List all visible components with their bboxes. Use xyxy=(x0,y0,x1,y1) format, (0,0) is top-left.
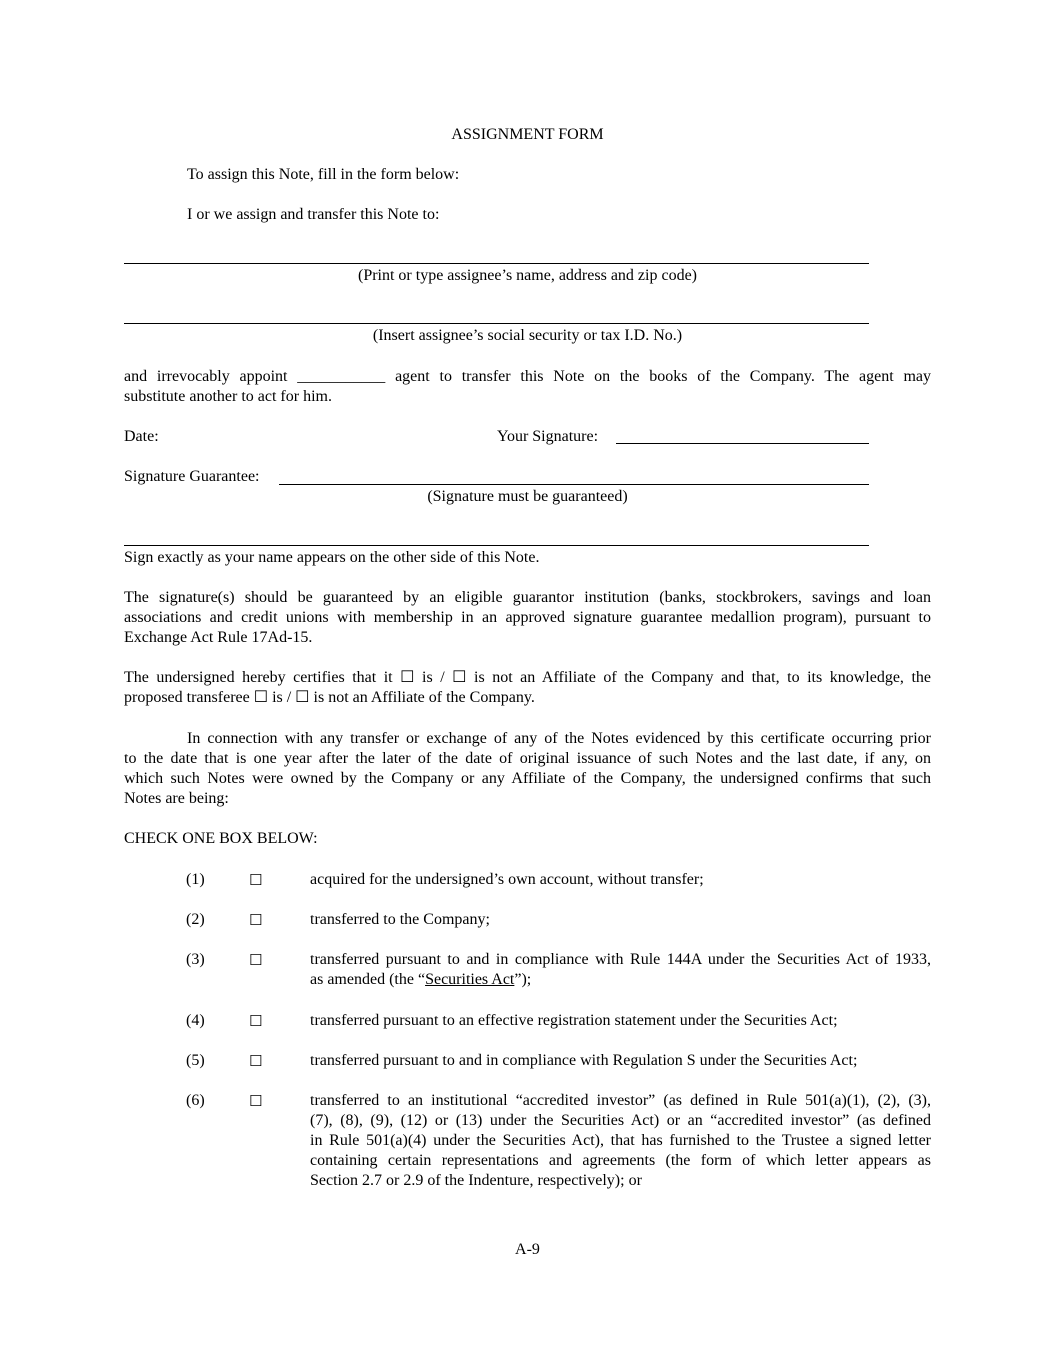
appoint-rest: agent to transfer this Note on the books of the Company. The agent may xyxy=(395,368,932,385)
option-checkbox[interactable]: ☐ xyxy=(249,1012,263,1030)
sign-exactly-text: Sign exactly as your name appears on the other side of this Note. xyxy=(124,549,540,566)
option-text-pre: as amended (the “ xyxy=(310,971,426,988)
additional-signature-field[interactable] xyxy=(124,545,869,546)
guarantee-field[interactable] xyxy=(279,484,869,485)
option-checkbox[interactable]: ☐ xyxy=(249,911,263,929)
guarantee-para-line: The signature(s) should be guaranteed by an eligible guarantor institution (banks, stockbrokers, savings and loan xyxy=(124,589,931,606)
assignee-caption: (Print or type assignee’s name, address and zip code) xyxy=(357,267,697,284)
option-text: Section 2.7 or 2.9 of the Indenture, respectively); or xyxy=(310,1172,642,1189)
page-title: ASSIGNMENT FORM xyxy=(451,126,604,143)
appoint-line-2: substitute another to act for him. xyxy=(124,388,332,405)
option-number: (4) xyxy=(186,1012,205,1029)
option-number: (2) xyxy=(186,911,205,928)
certify-para-line: The undersigned hereby certifies that it ☐ is / ☐ is not an Affiliate of the Company and that, to its knowledge, the xyxy=(124,669,931,686)
connection-para-line: Notes are being: xyxy=(124,790,229,807)
signature-label: Your Signature: xyxy=(497,428,599,445)
intro-text: To assign this Note, fill in the form below: xyxy=(187,166,460,183)
page-number: A-9 xyxy=(515,1241,540,1258)
signature-field[interactable] xyxy=(616,443,869,444)
connection-para-line: to the date that is one year after the later of the date of original issuance of such Notes and the last date, if any, on xyxy=(124,750,931,767)
date-label: Date: xyxy=(124,428,159,445)
option-checkbox[interactable]: ☐ xyxy=(249,1092,263,1110)
connection-para-line: which such Notes were owned by the Company or any Affiliate of the Company, the undersigned confirms that such xyxy=(124,770,931,787)
connection-para-line: In connection with any transfer or exchange of any of the Notes evidenced by this certificate occurring prior xyxy=(187,730,931,747)
assign-line-text: I or we assign and transfer this Note to: xyxy=(187,206,440,223)
tax-id-field[interactable] xyxy=(124,323,869,324)
option-text: transferred pursuant to an effective registration statement under the Securities Act; xyxy=(310,1012,838,1029)
option-number: (6) xyxy=(186,1092,205,1109)
agent-name-field[interactable]: ___________ xyxy=(297,368,386,385)
guarantee-para-line: associations and credit unions with membership in an approved signature guarantee medallion program), pursuant to xyxy=(124,609,931,626)
appoint-prefix: and irrevocably appoint xyxy=(124,368,288,385)
guarantee-caption: (Signature must be guaranteed) xyxy=(427,488,628,505)
certify-para-line: proposed transferee ☐ is / ☐ is not an Affiliate of the Company. xyxy=(124,689,535,706)
appoint-line-1 xyxy=(124,367,931,387)
option-text: transferred to the Company; xyxy=(310,911,490,928)
guarantee-para-line: Exchange Act Rule 17Ad-15. xyxy=(124,629,313,646)
option-text: acquired for the undersigned’s own account, without transfer; xyxy=(310,871,704,888)
option-checkbox[interactable]: ☐ xyxy=(249,1052,263,1070)
assignee-name-field[interactable] xyxy=(124,263,869,264)
option-text: containing certain representations and agreements (the form of which letter appears as xyxy=(310,1152,931,1169)
option-checkbox[interactable]: ☐ xyxy=(249,951,263,969)
option-text: transferred pursuant to and in compliance with Regulation S under the Securities Act; xyxy=(310,1052,858,1069)
option-text: in Rule 501(a)(4) under the Securities Act), that has furnished to the Trustee a signed letter xyxy=(310,1132,931,1149)
securities-act-term: Securities Act xyxy=(425,971,515,988)
option-text: (7), (8), (9), (12) or (13) under the Securities Act) or an “accredited investor” (as defined xyxy=(310,1112,931,1129)
option-checkbox[interactable]: ☐ xyxy=(249,871,263,889)
option-text-post: ”); xyxy=(514,971,532,988)
option-number: (1) xyxy=(186,871,205,888)
option-text xyxy=(310,970,531,990)
check-heading: CHECK ONE BOX BELOW: xyxy=(124,830,318,847)
option-text: transferred to an institutional “accredited investor” (as defined in Rule 501(a)(1), (2), (3), xyxy=(310,1092,931,1109)
tax-id-caption: (Insert assignee’s social security or tax I.D. No.) xyxy=(372,327,683,344)
option-text: transferred pursuant to and in compliance with Rule 144A under the Securities Act of 1933, xyxy=(310,951,931,968)
option-number: (3) xyxy=(186,951,205,968)
guarantee-label: Signature Guarantee: xyxy=(124,468,260,485)
option-number: (5) xyxy=(186,1052,205,1069)
